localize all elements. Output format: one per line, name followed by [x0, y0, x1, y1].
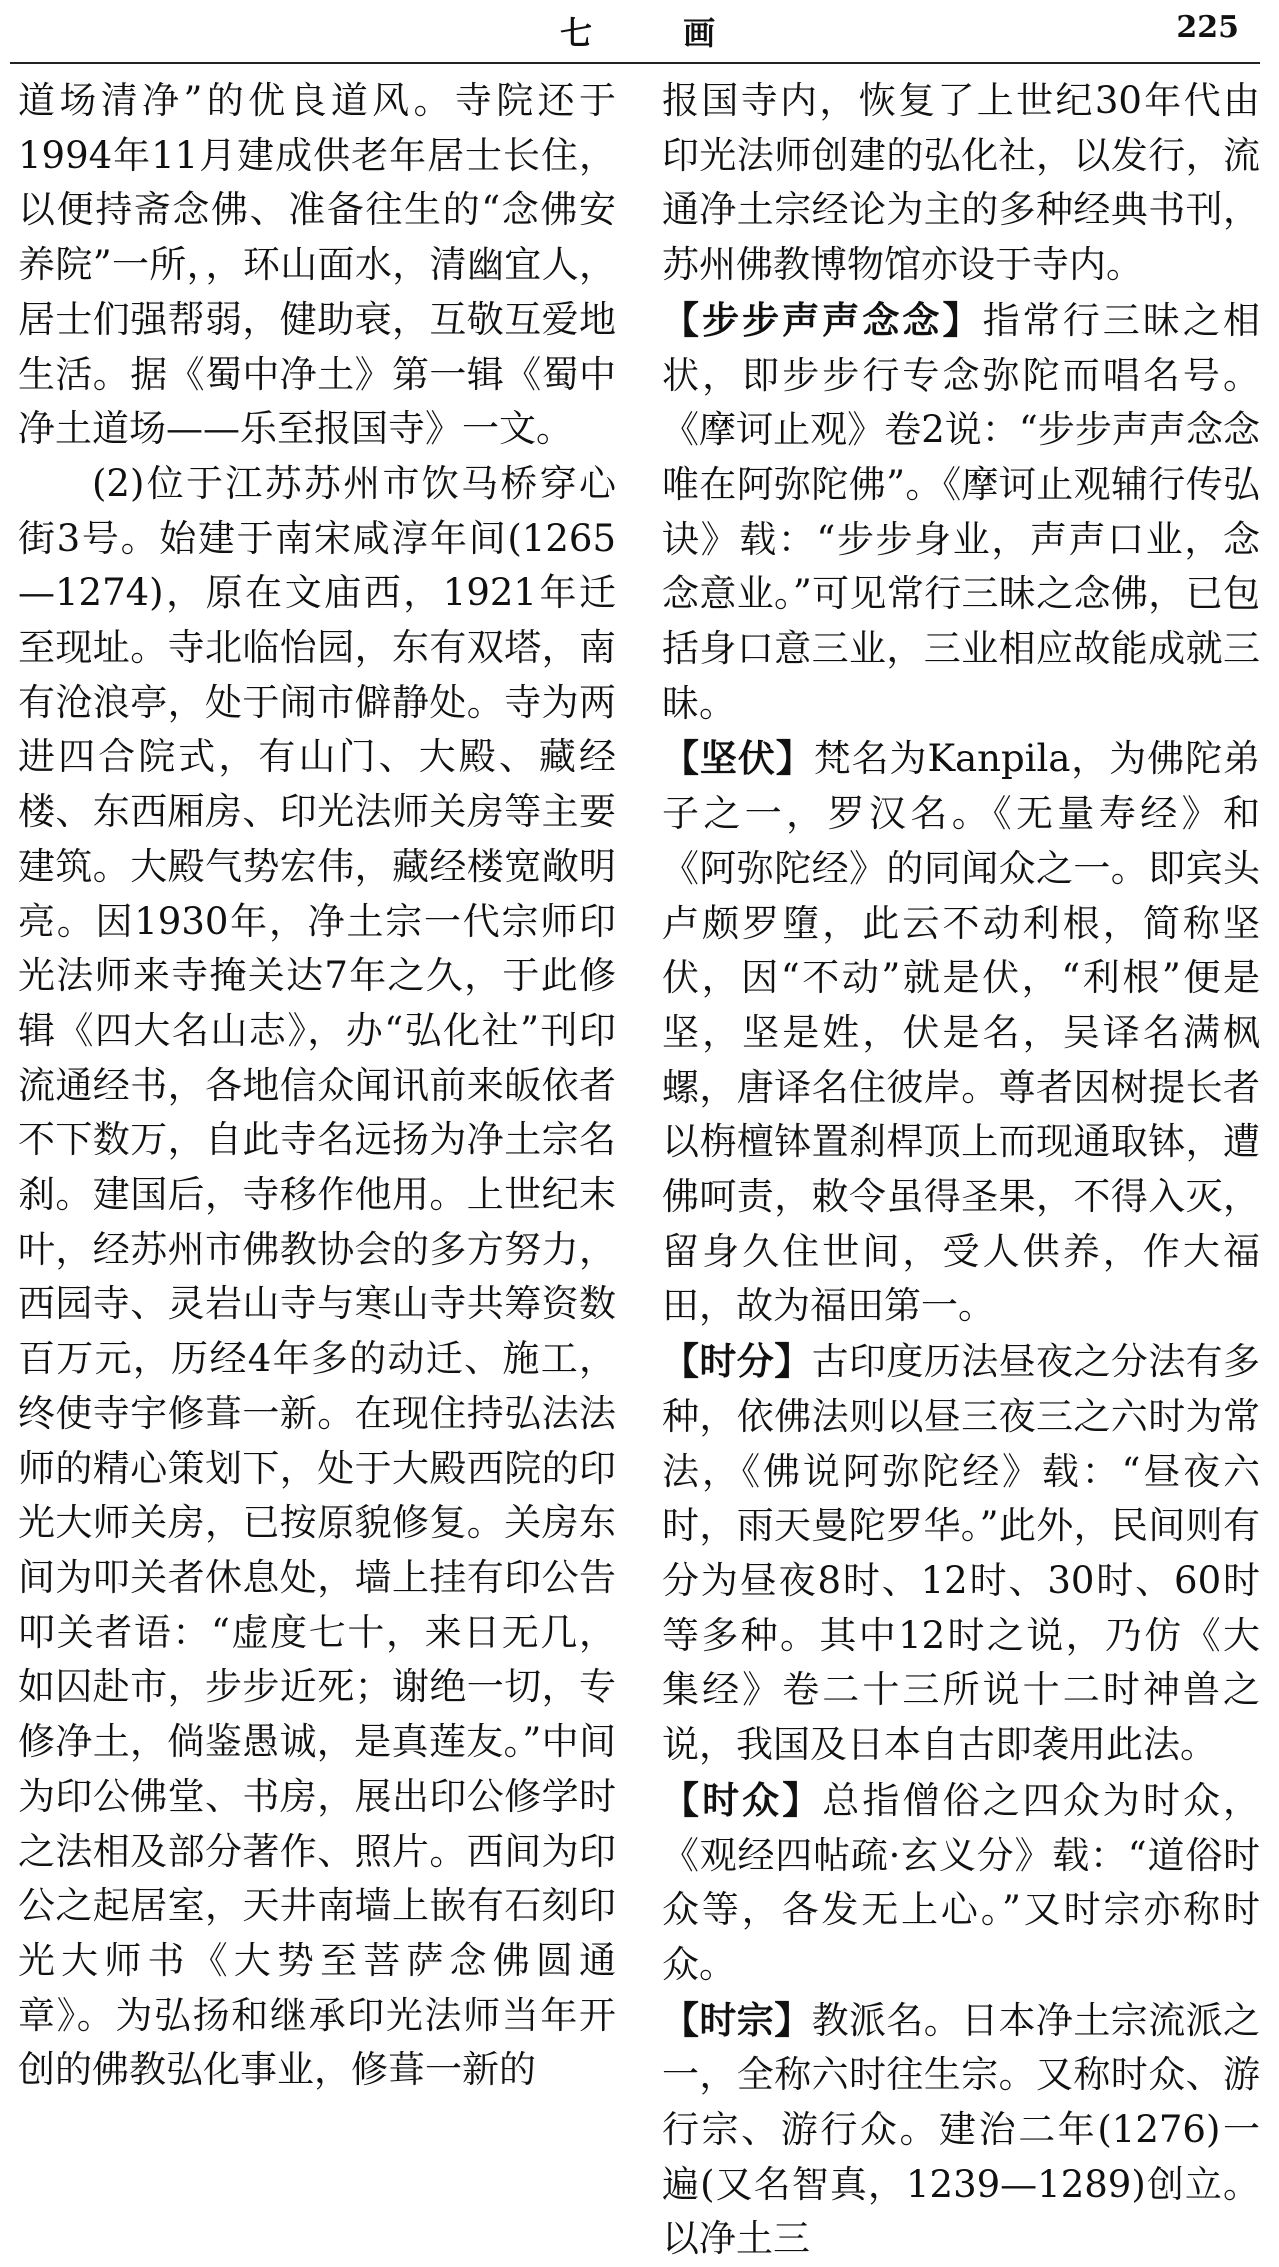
- paragraph-suzhou-baoguo-temple: (2)位于江苏苏州市饮马桥穿心街3号。始建于南宋咸淳年间(1265—1274)，原在文庙西，1921年迁至现址。寺北临怡园，东有双塔，南有沧浪亭，处于闹市僻静处。寺为两进四合院式，有山门、大殿、藏经楼、东西厢房、印光法师关房等主要建筑。大殿气势宏伟，藏经楼宽敞明亮。因1930年，净土宗一代宗师印光法师来寺掩关达7年之久，于此修辑《四大名山志》，办“弘化社”刊印流通经书，各地信众闻讯前来皈依者不下数万，自此寺名远扬为净土宗名刹。建国后，寺移作他用。上世纪末叶，经苏州市佛教协会的多方努力，西园寺、灵岩山寺与寒山寺共筹资数百万元，历经4年多的动迁、施工，终使寺宇修葺一新。在现住持弘法法师的精心策划下，处于大殿西院的印光大师关房，已按原貌修复。关房东间为叩关者休息处，墙上挂有印公告叩关者语：“虚度七十，来日无几，如囚赴市，步步近死；谢绝一切，专修净土，倘鉴愚诚，是真莲友。”中间为印公佛堂、书房，展出印公修学时之法相及部分著作、照片。西间为印公之起居室，天井南墙上嵌有石刻印光大师书《大势至菩萨念佛圆通章》。为弘扬和继承印光法师当年开创的佛教弘化事业，修葺一新的: [18, 461, 616, 2092]
- entry-definition: 古印度历法昼夜之分法有多种，依佛法则以昼三夜三之六时为常法，《佛说阿弥陀经》载：“昼夜六时，雨天曼陀罗华。”此外，民间则有分为昼夜8时、12时、30时、60时等多种。其中12时之说，乃仿《大集经》卷二十三所说十二时神兽之说，我国及日本自古即袭用此法。: [662, 1340, 1261, 1767]
- dictionary-entry: [662, 1334, 1260, 1773]
- dictionary-entry: [662, 731, 1260, 1334]
- entry-headword: 【时宗】: [662, 1997, 812, 2042]
- entry-definition: 指常行三昧之相状，即步步行专念弥陀而唱名号。《摩诃止观》卷2说：“步步声声念念唯在阿弥陀佛”。《摩诃止观辅行传弘诀》载：“步步身业，声声口业，念念意业。”可见常行三昧之念佛，已包括身口意三业，三业相应故能成就三昧。: [662, 298, 1261, 725]
- entry-definition: 教派名。日本净土宗流派之一，全称六时往生宗。又称时众、游行宗、游行众。建治二年(1276)一遍(又名智真，1239—1289)创立。以净土三: [662, 1998, 1261, 2261]
- entry-headword: 【时分】: [662, 1339, 812, 1384]
- paragraph-continuation: 道场清净”的优良道风。寺院还于1994年11月建成供老年居士长住，以便持斋念佛、准备往生的“念佛安养院”一所，，环山面水，清幽宜人，居士们强帮弱，健助衰，互敬互爱地生活。据《蜀中净土》第一辑《蜀中净土道场——乐至报国寺》一文。: [18, 79, 616, 451]
- section-title: 七 画: [560, 14, 756, 52]
- entry-headword: 【坚伏】: [662, 736, 814, 781]
- page-number: 225: [1176, 10, 1239, 45]
- entry-definition: 总指僧俗之四众为时众，《观经四帖疏·玄义分》载：“道俗时众等，各发无上心。”又时宗亦称时众。: [662, 1778, 1261, 1986]
- right-column: [662, 74, 1260, 2267]
- paragraph-continuation-right: 报国寺内，恢复了上世纪30年代由印光法师创建的弘化社，以发行，流通净土宗经论为主的多种经典书刊，苏州佛教博物馆亦设于寺内。: [662, 79, 1260, 287]
- dictionary-entry: [662, 293, 1260, 732]
- dictionary-entry: [662, 1773, 1260, 1993]
- dictionary-entry: [662, 1993, 1260, 2267]
- entry-headword: 【步步声声念念】: [662, 297, 983, 342]
- left-column: [18, 74, 616, 2098]
- entry-headword: 【时众】: [662, 1777, 823, 1822]
- page-header: [0, 0, 1279, 60]
- header-divider: [10, 62, 1260, 64]
- entry-definition: 梵名为Kanpila，为佛陀弟子之一，罗汉名。《无量寿经》和《阿弥陀经》的同闻众之一。即宾头卢颇罗墮，此云不动利根，简称坚伏，因“不动”就是伏，“利根”便是坚，坚是姓，伏是名，吴译名满枫螺，唐译名住彼岸。尊者因树提长者以栴檀钵置刹桿顶上而现通取钵，遭佛呵责，敕令虽得圣果，不得入灭，留身久住世间，受人供养，作大福田，故为福田第一。: [662, 737, 1260, 1328]
